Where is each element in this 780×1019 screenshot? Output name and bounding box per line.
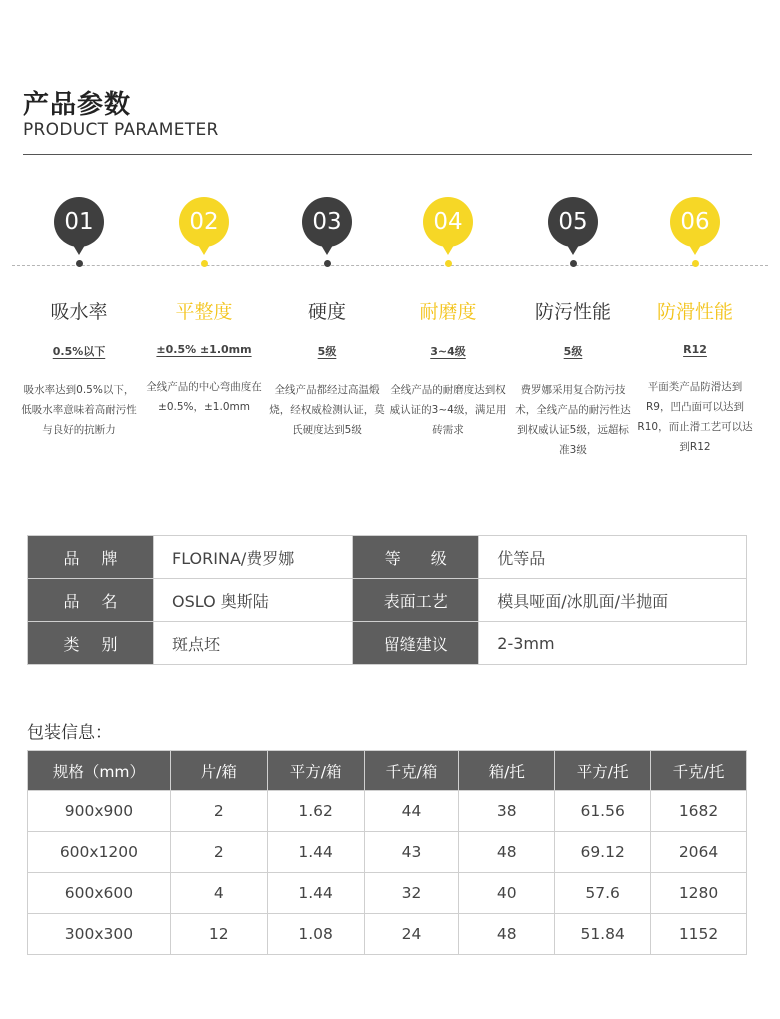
- table-cell: 1.08: [267, 914, 364, 955]
- packing-column-header: 片/箱: [170, 751, 267, 791]
- number-badge: 06: [670, 197, 720, 247]
- timeline-dot: [692, 260, 699, 267]
- feature-description: 吸水率达到0.5%以下，低吸水率意味着高耐污性与良好的抗断力: [21, 384, 137, 436]
- number-badge: 05: [548, 197, 598, 247]
- spec-row: [28, 622, 747, 665]
- feature-name: 防污性能: [534, 301, 611, 323]
- spec-value: 优等品: [479, 536, 747, 579]
- table-cell: 2064: [651, 832, 747, 873]
- table-cell: 300x300: [28, 914, 171, 955]
- title-divider: [23, 154, 752, 155]
- table-cell: 900x900: [28, 791, 171, 832]
- timeline-dot: [570, 260, 577, 267]
- table-cell: 61.56: [555, 791, 651, 832]
- timeline-dot: [324, 260, 331, 267]
- table-cell: 51.84: [555, 914, 651, 955]
- spec-label: 等级: [353, 536, 479, 579]
- table-cell: 4: [170, 873, 267, 914]
- packing-column-header: 平方/箱: [267, 751, 364, 791]
- table-cell: 38: [459, 791, 555, 832]
- spec-label: 品牌: [28, 536, 154, 579]
- feature-value: 5级: [317, 345, 337, 358]
- page-subtitle: PRODUCT PARAMETER: [23, 120, 219, 140]
- table-cell: 1.44: [267, 873, 364, 914]
- packing-column-header: 千克/箱: [364, 751, 459, 791]
- feature-name: 耐磨度: [419, 301, 477, 323]
- spec-value: 斑点坯: [154, 622, 353, 665]
- feature-description: 费罗娜采用复合防污技术，全线产品的耐污性达到权威认证5级，远超标准3级: [515, 384, 631, 456]
- spec-row: [28, 536, 747, 579]
- timeline-dot: [445, 260, 452, 267]
- table-row: [28, 832, 747, 873]
- table-cell: 48: [459, 832, 555, 873]
- table-cell: 2: [170, 791, 267, 832]
- feature-item: [19, 197, 139, 440]
- table-cell: 44: [364, 791, 459, 832]
- packing-column-header: 千克/托: [651, 751, 747, 791]
- feature-description: 平面类产品防滑达到R9，凹凸面可以达到R10，而止滑工艺可以达到R12: [637, 381, 753, 453]
- packing-column-header: 箱/托: [459, 751, 555, 791]
- spec-label: 表面工艺: [353, 579, 479, 622]
- feature-item: [388, 197, 508, 440]
- number-badge: 04: [423, 197, 473, 247]
- table-row: [28, 873, 747, 914]
- table-cell: 2: [170, 832, 267, 873]
- spec-row: [28, 579, 747, 622]
- table-cell: 69.12: [555, 832, 651, 873]
- number-badge: 01: [54, 197, 104, 247]
- table-cell: 57.6: [555, 873, 651, 914]
- packing-header-row: [28, 751, 747, 791]
- table-row: [28, 791, 747, 832]
- table-cell: 24: [364, 914, 459, 955]
- spec-value: 模具哑面/冰肌面/半抛面: [479, 579, 747, 622]
- feature-description: 全线产品的中心弯曲度在±0.5%，±1.0mm: [146, 381, 262, 413]
- feature-name: 防滑性能: [656, 301, 733, 323]
- feature-description: 全线产品的耐磨度达到权威认证的3~4级，满足用砖需求: [389, 384, 507, 436]
- feature-value: ±0.5% ±1.0mm: [156, 343, 252, 356]
- table-cell: 1152: [651, 914, 747, 955]
- timeline-dot: [201, 260, 208, 267]
- feature-name: 硬度: [307, 301, 346, 323]
- table-cell: 1.62: [267, 791, 364, 832]
- feature-value: 5级: [563, 345, 583, 358]
- feature-item: [513, 197, 633, 460]
- table-cell: 600x600: [28, 873, 171, 914]
- packing-column-header: 规格（mm）: [28, 751, 171, 791]
- feature-item: [144, 197, 264, 417]
- packing-column-header: 平方/托: [555, 751, 651, 791]
- packing-table: [27, 750, 747, 955]
- table-cell: 40: [459, 873, 555, 914]
- table-cell: 12: [170, 914, 267, 955]
- feature-value: R12: [683, 343, 707, 356]
- packing-title: 包装信息：: [27, 723, 112, 743]
- table-cell: 600x1200: [28, 832, 171, 873]
- feature-item: [635, 197, 755, 457]
- table-cell: 1682: [651, 791, 747, 832]
- timeline-dot: [76, 260, 83, 267]
- page-title: 产品参数: [23, 90, 132, 120]
- table-cell: 48: [459, 914, 555, 955]
- spec-value: OSLO 奥斯陆: [154, 579, 353, 622]
- number-badge: 02: [179, 197, 229, 247]
- table-row: [28, 914, 747, 955]
- feature-description: 全线产品都经过高温煅烧，经权威检测认证，莫氏硬度达到5级: [269, 384, 385, 436]
- spec-table: [27, 535, 747, 665]
- number-badge: 03: [302, 197, 352, 247]
- spec-label: 类别: [28, 622, 154, 665]
- table-cell: 1280: [651, 873, 747, 914]
- feature-name: 平整度: [175, 301, 233, 323]
- spec-value: FLORINA/费罗娜: [154, 536, 353, 579]
- feature-name: 吸水率: [50, 301, 108, 323]
- feature-item: [267, 197, 387, 440]
- spec-value: 2-3mm: [479, 622, 747, 665]
- table-cell: 43: [364, 832, 459, 873]
- feature-value: 3~4级: [430, 345, 466, 358]
- spec-label: 品名: [28, 579, 154, 622]
- spec-label: 留缝建议: [353, 622, 479, 665]
- feature-value: 0.5%以下: [52, 345, 106, 358]
- table-cell: 32: [364, 873, 459, 914]
- table-cell: 1.44: [267, 832, 364, 873]
